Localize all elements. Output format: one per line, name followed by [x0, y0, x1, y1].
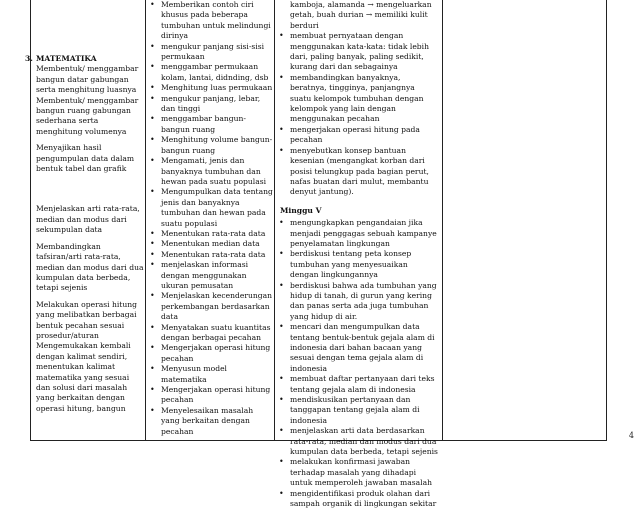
column-divider	[30, 0, 31, 440]
list-item: • melakukan konfirmasi jawaban terhadap masalah yang dihadapi untuk memperoleh jawaban masalah	[278, 457, 438, 488]
list-item: • mengukur panjang sisi-sisi permukaan	[149, 42, 273, 63]
list-item: • Mengerjakan operasi hitung pecahan	[149, 343, 273, 364]
list-item: • Menghitung volume bangun-bangun ruang	[149, 135, 273, 156]
subject-name: MATEMATIKA	[36, 54, 97, 63]
indicator-item: Menyajikan hasil pengumpulan data dalam bentuk tabel dan grafik	[36, 143, 135, 174]
subject-heading	[25, 54, 145, 64]
learning-list-b	[278, 218, 438, 509]
column-divider	[145, 0, 146, 440]
list-item: • Mengerjakan operasi hitung pecahan	[149, 385, 273, 406]
list-item: • Menjelaskan kecenderungan perkembangan berdasarkan data	[149, 291, 273, 322]
list-item: • Menghitung luas permukaan	[149, 83, 273, 93]
week-heading: Minggu V	[280, 205, 322, 215]
list-item: • Mengamati, jenis dan banyaknya tumbuhan dan hewan pada suatu populasi	[149, 156, 273, 187]
list-item: • menjelaskan informasi dengan menggunakan ukuran pemusatan	[149, 260, 273, 291]
list-item: • Menentukan rata-rata data	[149, 229, 273, 239]
subject-number: 3.	[25, 54, 33, 63]
list-item: • menjelaskan arti data berdasarkan rata-rata, median dan modus dari dua kumpulan data berbeda, tetapi sejenis	[278, 426, 438, 457]
list-item: • mengukur panjang, lebar, dan tinggi	[149, 94, 273, 115]
list-item: • mendiskusikan pertanyaan dan tanggapan tentang gejala alam di indonesia	[278, 395, 438, 426]
list-item: • Menyelesaikan masalah yang berkaitan dengan pecahan	[149, 406, 273, 437]
list-item: • Mengumpulkan data tentang jenis dan banyaknya tumbuhan dan hewan pada suatu populasi	[149, 187, 273, 229]
list-item: • mencari dan mengumpulkan data tentang bentuk-bentuk gejala alam di indonesia dari bahan bacaan yang sesuai dengan tema gejala alam di indonesia	[278, 322, 438, 374]
column-divider	[606, 0, 607, 440]
activity-list	[149, 0, 273, 437]
list-item: • membandingkan banyaknya, beratnya, tingginya, panjangnya suatu kelompok tumbuhan dengan kelompok yang lain dengan menggunakan pecahan	[278, 73, 438, 125]
indicator-column	[25, 0, 145, 414]
column-divider	[442, 0, 443, 440]
list-item: • Menyatakan suatu kuantitas dengan berbagai pecahan	[149, 323, 273, 344]
list-item: • mengidentifikasi produk olahan dari sampah organik di lingkungan sekitar	[278, 489, 438, 510]
list-item: • berdiskusi tentang peta konsep tumbuhan yang menyesuaikan dengan lingkungannya	[278, 249, 438, 280]
indicator-item: Melakukan operasi hitung yang melibatkan berbagai bentuk pecahan sesuai prosedur/aturan	[36, 299, 137, 340]
list-item: • Menentukan median data	[149, 239, 273, 249]
list-item: • Menyusun model matematika	[149, 364, 273, 385]
activity-column	[149, 0, 273, 437]
learning-column	[278, 0, 438, 510]
list-item: • membuat pernyataan dengan menggunakan kata-kata: tidak lebih dari, paling banyak, paling sedikit, kurang dari dan sebagainya	[278, 31, 438, 73]
list-item: • mengerjakan operasi hitung pada pecahan	[278, 125, 438, 146]
indicator-item: Membentuk/ menggambar bangun ruang gabungan sederhana serta menghitung volumenya	[36, 95, 139, 136]
indicator-item: Membentuk/ menggambar bangun datar gabungan serta menghitung luasnya	[36, 64, 139, 95]
learning-list-a	[278, 31, 438, 198]
list-item: • mengungkapkan pengandaian jika menjadi penggagas sebuah kampanye penyelamatan lingkungan	[278, 218, 438, 249]
indicator-item: Membandingkan tafsiran/arti rata-rata, median dan modus dari dua kumpulan data berbeda, tetapi sejenis	[36, 241, 144, 293]
list-item: • Memberikan contoh ciri khusus pada beberapa tumbuhan untuk melindungi dirinya	[149, 0, 273, 42]
indicator-item: Menjelaskan arti rata-rata, median dan modus dari sekumpulan data	[36, 204, 140, 235]
list-item: • Menentukan rata-rata data	[149, 250, 273, 260]
list-item: • menyebutkan konsep bantuan kesenian (mengangkat korban dari posisi telungkup pada bagian perut, nafas buatan dari mulut, membantu denyut jantung).	[278, 146, 438, 198]
continuation-text: kamboja, alamanda → mengeluarkan getah, buah durian → memiliki kulit berduri	[290, 0, 432, 30]
indicator-item: Mengemukakan kembali dengan kalimat sendiri, menentukan kalimat matematika yang sesuai dan solusi dari masalah yang berkaitan dengan operasi hitung, bangun	[36, 341, 131, 413]
list-item: • menggambar permukaan kolam, lantai, didnding, dsb	[149, 62, 273, 83]
page-number: 4	[628, 431, 634, 440]
list-item: • membuat daftar pertanyaan dari teks tentang gejala alam di indonesia	[278, 374, 438, 395]
list-item: • menggambar bangun-bangun ruang	[149, 114, 273, 135]
list-item: • berdiskusi bahwa ada tumbuhan yang hidup di tanah, di gurun yang kering dan panas serta ada juga tumbuhan yang hidup di air.	[278, 281, 438, 323]
column-divider	[274, 0, 275, 440]
